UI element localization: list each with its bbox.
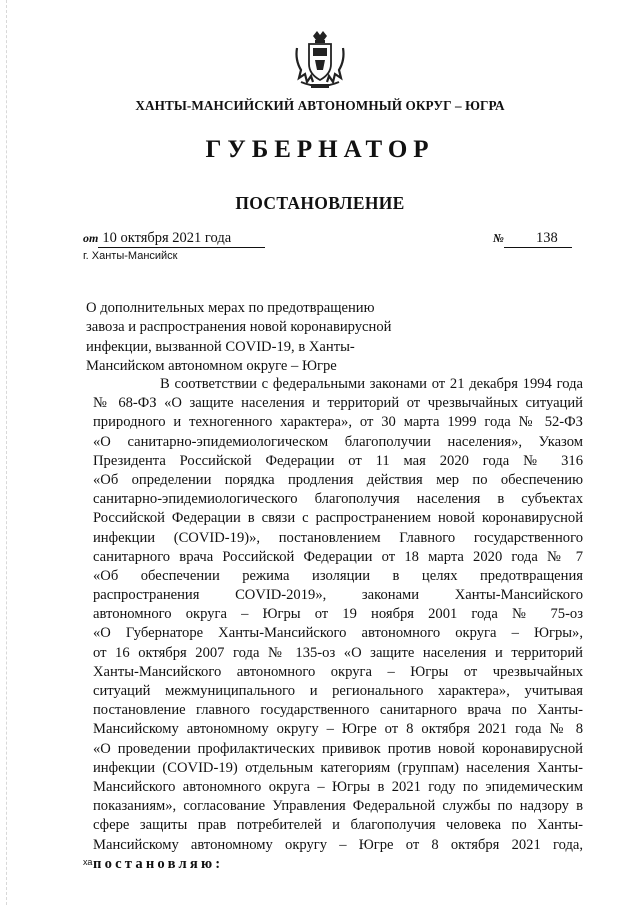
body-line: инфекции (COVID-19) отдельным категориям (группам) населения Ханты-	[93, 759, 583, 776]
date-value: 10 октября 2021 года	[98, 230, 265, 248]
body-line: Мансийскому автономному округу – Югре от 8 октября 2021 года № 8	[93, 721, 583, 738]
date-prefix: от	[83, 231, 99, 245]
decree-date	[83, 230, 265, 248]
number-prefix: №	[493, 231, 504, 245]
body-line: санитарно-эпидемиологического благополучия населения в субъектах	[93, 491, 583, 508]
body-line: от 16 октября 2007 года № 135-оз «О защите населения и территорий	[93, 644, 583, 661]
body-line: ситуаций межмуниципального и регионального характера», учитывая	[93, 683, 583, 699]
body-line: «О Губернаторе Ханты-Мансийского автономного округа – Югры»,	[93, 625, 583, 642]
subject-line: инфекции, вызванной COVID-19, в Ханты-	[86, 338, 355, 355]
page-title: ГУБЕРНАТОР	[205, 136, 435, 163]
subject-line: завоза и распространения новой коронавирусной	[86, 319, 392, 336]
body-line: автономного округа – Югры от 19 ноября 2001 года № 75-оз	[93, 606, 583, 623]
coat-of-arms-icon	[293, 30, 347, 90]
body-line: Президента Российской Федерации от 11 мая 2020 года № 316	[93, 452, 583, 469]
document-type: ПОСТАНОВЛЕНИЕ	[235, 193, 405, 213]
subject-line: О дополнительных мерах по предотвращению	[86, 300, 375, 316]
decree-preamble	[93, 375, 583, 874]
city: г. Ханты-Мансийск	[83, 250, 178, 262]
body-line: № 68-ФЗ «О защите населения и территорий от чрезвычайных ситуаций	[93, 395, 583, 412]
body-line: «Об обеспечении режима изоляции в целях предотвращения	[93, 567, 583, 584]
body-line: «О санитарно-эпидемиологическом благополучии населения», Указом	[93, 433, 583, 450]
body-line: «Об определении порядка продления действия мер по обеспечению	[93, 471, 583, 488]
body-line: Мансийского автономного округа – Югры в 2021 году по эпидемическим	[93, 778, 583, 795]
body-line: показаниям», согласование Управления Федеральной службы по надзору в	[93, 798, 583, 815]
decree-subject	[86, 299, 426, 377]
body-line: природного и техногенного характера», от 30 марта 1999 года № 52-ФЗ	[93, 414, 583, 431]
decide-word: постановляю:	[93, 855, 224, 872]
region-name: ХАНТЫ-МАНСИЙСКИЙ АВТОНОМНЫЙ ОКРУГ – ЮГРА	[135, 98, 505, 113]
body-line: санитарного врача Российской Федерации от 18 марта 2020 года № 7	[93, 548, 583, 565]
footer-initials: ха	[83, 857, 93, 867]
body-line: Ханты-Мансийского автономного округа – Югры от чрезвычайных	[93, 663, 583, 680]
body-line: постановление главного государственного санитарного врача по Ханты-	[93, 702, 583, 719]
body-line: «О проведении профилактических прививок против новой коронавирусной	[93, 740, 583, 757]
number-value: 138	[504, 230, 572, 248]
body-line: Российской Федерации в связи с распространением новой коронавирусной	[93, 510, 583, 527]
body-line: распространения COVID-2019», законами Ханты-Мансийского	[93, 587, 583, 604]
body-line: Мансийскому автономному округу – Югре от 8 октября 2021 года,	[93, 836, 583, 853]
body-line: В соответствии с федеральными законами от 21 декабря 1994 года	[160, 376, 583, 392]
body-line: сфере защиты прав потребителей и благополучия человека по Ханты-	[93, 817, 583, 834]
decree-number	[493, 230, 572, 248]
body-line: инфекции (COVID-19)», постановлением Главного государственного	[93, 529, 583, 546]
subject-line: Мансийском автономном округе – Югре	[86, 358, 337, 375]
